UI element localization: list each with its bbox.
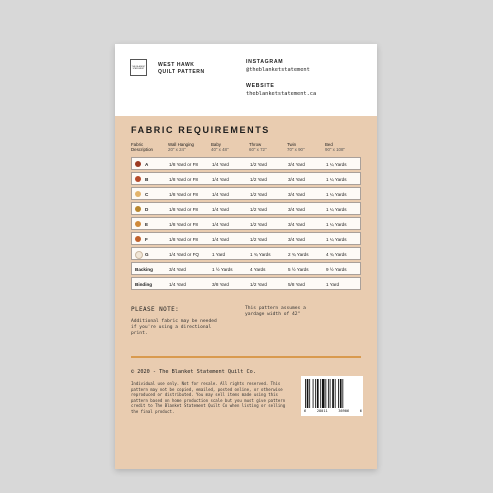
barcode-bar — [307, 379, 309, 408]
barcode-digit-group: 36906 — [338, 409, 350, 413]
yardage-cell: 1 ¾ Yards — [250, 252, 271, 257]
legal-text: Individual use only. Not for resale. All rights reserved. This pattern may not be copied, emailed, posted online, or otherwise reproduced or distributed. You may sell items made using this pattern based on home production scale but you must give pattern credit to The Blanket Statement Quilt Co when listing or selling the final product. — [131, 381, 286, 414]
column-label: Bed — [325, 142, 333, 147]
barcode-bar — [309, 379, 310, 408]
barcode-bar — [338, 379, 339, 408]
table-row — [131, 232, 361, 245]
barcode-bar — [305, 379, 306, 408]
yardage-cell: 1/8 Yard or F8 — [169, 222, 198, 227]
table-row — [131, 157, 361, 170]
barcode-bars — [305, 379, 359, 409]
table-row — [131, 277, 361, 290]
fabric-swatch — [135, 206, 141, 212]
yardage-note: This pattern assumes a yardage width of 42" — [245, 306, 306, 318]
barcode-bar — [342, 379, 343, 408]
barcode-bar — [328, 379, 329, 408]
yardage-cell: 1 ¼ Yards — [326, 222, 347, 227]
column-label: Wall Hanging — [168, 142, 194, 147]
barcode-digit-group: 28011 — [316, 409, 328, 413]
yardage-cell: 1/4 Yard — [212, 192, 229, 197]
brand-logo — [130, 59, 147, 76]
yardage-cell: 3/4 Yard — [288, 237, 305, 242]
barcode-digit-group: 6 — [359, 409, 362, 413]
column-header — [287, 142, 305, 152]
yardage-cell: 3/8 Yard — [212, 282, 229, 287]
fabric-letter: B — [145, 177, 149, 182]
column-sub: 20" x 24" — [168, 147, 186, 153]
yardage-cell: 1/2 Yard — [250, 207, 267, 212]
yardage-cell: 1/2 Yard — [250, 237, 267, 242]
barcode-bar — [313, 379, 314, 408]
yardage-cell: 1/4 Yard — [212, 162, 229, 167]
section-title: FABRIC REQUIREMENTS — [131, 125, 270, 135]
yardage-cell: 1/2 Yard — [250, 192, 267, 197]
column-label: Fabric — [131, 142, 144, 147]
yardage-cell: 2 ¾ Yards — [288, 252, 309, 257]
fabric-swatch — [135, 236, 141, 242]
barcode-bar — [330, 379, 331, 408]
table-row — [131, 247, 361, 260]
column-header — [249, 142, 267, 152]
yardage-cell: 9 ½ Yards — [326, 267, 347, 272]
table-row — [131, 262, 361, 275]
yardage-cell: 1/8 Yard or F8 — [169, 192, 198, 197]
fabric-table — [131, 157, 361, 292]
instagram-block — [246, 59, 374, 73]
barcode-digits — [304, 409, 362, 413]
table-row — [131, 187, 361, 200]
instagram-handle: @theblanketstatement — [246, 67, 310, 73]
yardage-cell: 1/4 Yard — [212, 177, 229, 182]
column-header — [131, 142, 153, 152]
yardage-cell: 3/4 Yard — [169, 267, 186, 272]
yardage-cell: 1/4 Yard — [169, 282, 186, 287]
note-heading: PLEASE NOTE: — [131, 306, 180, 313]
fabric-description: Backing — [135, 267, 153, 272]
fabric-swatch — [135, 176, 141, 182]
table-row — [131, 202, 361, 215]
fabric-letter: G — [145, 252, 149, 257]
card-header — [115, 44, 377, 116]
barcode-bar — [332, 379, 334, 408]
yardage-cell: 3/4 Yard — [288, 162, 305, 167]
column-header — [325, 142, 345, 152]
column-sub: 70" x 90" — [287, 147, 305, 153]
divider — [131, 356, 361, 358]
column-label: Twin — [287, 142, 297, 147]
column-sub: 90" x 108" — [325, 147, 345, 153]
fabric-description: Binding — [135, 282, 153, 287]
website-block — [246, 83, 374, 97]
yardage-cell: 1/8 Yard or F8 — [169, 162, 198, 167]
yardage-cell: 1/4 Yard or FQ — [169, 252, 199, 257]
yardage-cell: 1/4 Yard — [212, 222, 229, 227]
yardage-cell: 1 ¼ Yards — [326, 177, 347, 182]
yardage-cell: 5 ½ Yards — [288, 267, 309, 272]
yardage-cell: 4 ¾ Yards — [326, 252, 347, 257]
website-url: theblanketstatement.ca — [246, 91, 317, 97]
yardage-cell: 3/4 Yard — [288, 207, 305, 212]
fabric-letter: C — [145, 192, 149, 197]
yardage-cell: 1/8 Yard or F8 — [169, 237, 198, 242]
instagram-label: INSTAGRAM — [246, 59, 284, 65]
barcode-bar — [325, 379, 326, 408]
yardage-cell: 3/4 Yard — [288, 177, 305, 182]
column-label: Baby — [211, 142, 222, 147]
barcode-bar — [335, 379, 336, 408]
barcode-bar — [322, 379, 325, 408]
fabric-letter: E — [145, 222, 149, 227]
column-sub: Description — [131, 147, 153, 153]
fabric-letter: F — [145, 237, 148, 242]
yardage-cell: 4 Yards — [250, 267, 266, 272]
barcode-digit-group: 6 — [304, 409, 307, 413]
fabric-letter: A — [145, 162, 149, 167]
yardage-cell: 1 ¼ Yards — [326, 192, 347, 197]
yardage-cell: 5/8 Yard — [288, 282, 305, 287]
yardage-cell: 1/4 Yard — [212, 237, 229, 242]
fabric-swatch — [135, 251, 143, 259]
table-row — [131, 217, 361, 230]
column-header — [211, 142, 229, 152]
column-header — [168, 142, 194, 152]
barcode-bar — [340, 379, 342, 408]
copyright: © 2020 - The Blanket Statement Quilt Co. — [131, 369, 256, 375]
yardage-cell: 1 ¼ Yards — [326, 207, 347, 212]
column-sub: 40" x 48" — [211, 147, 229, 153]
table-row — [131, 172, 361, 185]
yardage-cell: 1/8 Yard or F8 — [169, 207, 198, 212]
website-label: WEBSITE — [246, 83, 275, 89]
yardage-cell: 1/2 Yard — [250, 177, 267, 182]
yardage-cell: 1/2 Yard — [250, 162, 267, 167]
yardage-cell: 1/4 Yard — [212, 207, 229, 212]
barcode — [301, 376, 363, 416]
fabric-swatch — [135, 191, 141, 197]
yardage-cell: 3/4 Yard — [288, 222, 305, 227]
yardage-cell: 1 Yard — [326, 282, 340, 287]
yardage-cell: 1/2 Yard — [250, 282, 267, 287]
pattern-name — [158, 62, 238, 76]
fabric-swatch — [135, 161, 141, 167]
fabric-letter: D — [145, 207, 149, 212]
logo-mark-text: THE BLANKET STATEMENT — [131, 65, 146, 70]
note-body: Additional fabric may be needed if you're using a directional print. — [131, 319, 217, 337]
yardage-cell: 1 ½ Yards — [212, 267, 233, 272]
yardage-cell: 1 ¼ Yards — [326, 237, 347, 242]
column-label: Throw — [249, 142, 262, 147]
yardage-cell: 1 ¼ Yards — [326, 162, 347, 167]
pattern-name-line1: WEST HAWK — [158, 62, 195, 68]
pattern-name-line2: QUILT PATTERN — [158, 69, 205, 75]
barcode-bar — [317, 379, 319, 408]
yardage-cell: 1 Yard — [212, 252, 226, 257]
column-sub: 60" x 72" — [249, 147, 267, 153]
barcode-bar — [320, 379, 321, 408]
yardage-cell: 1/2 Yard — [250, 222, 267, 227]
barcode-bar — [315, 379, 316, 408]
pattern-card — [115, 44, 377, 469]
yardage-cell: 3/4 Yard — [288, 192, 305, 197]
fabric-swatch — [135, 221, 141, 227]
yardage-cell: 1/8 Yard or F8 — [169, 177, 198, 182]
